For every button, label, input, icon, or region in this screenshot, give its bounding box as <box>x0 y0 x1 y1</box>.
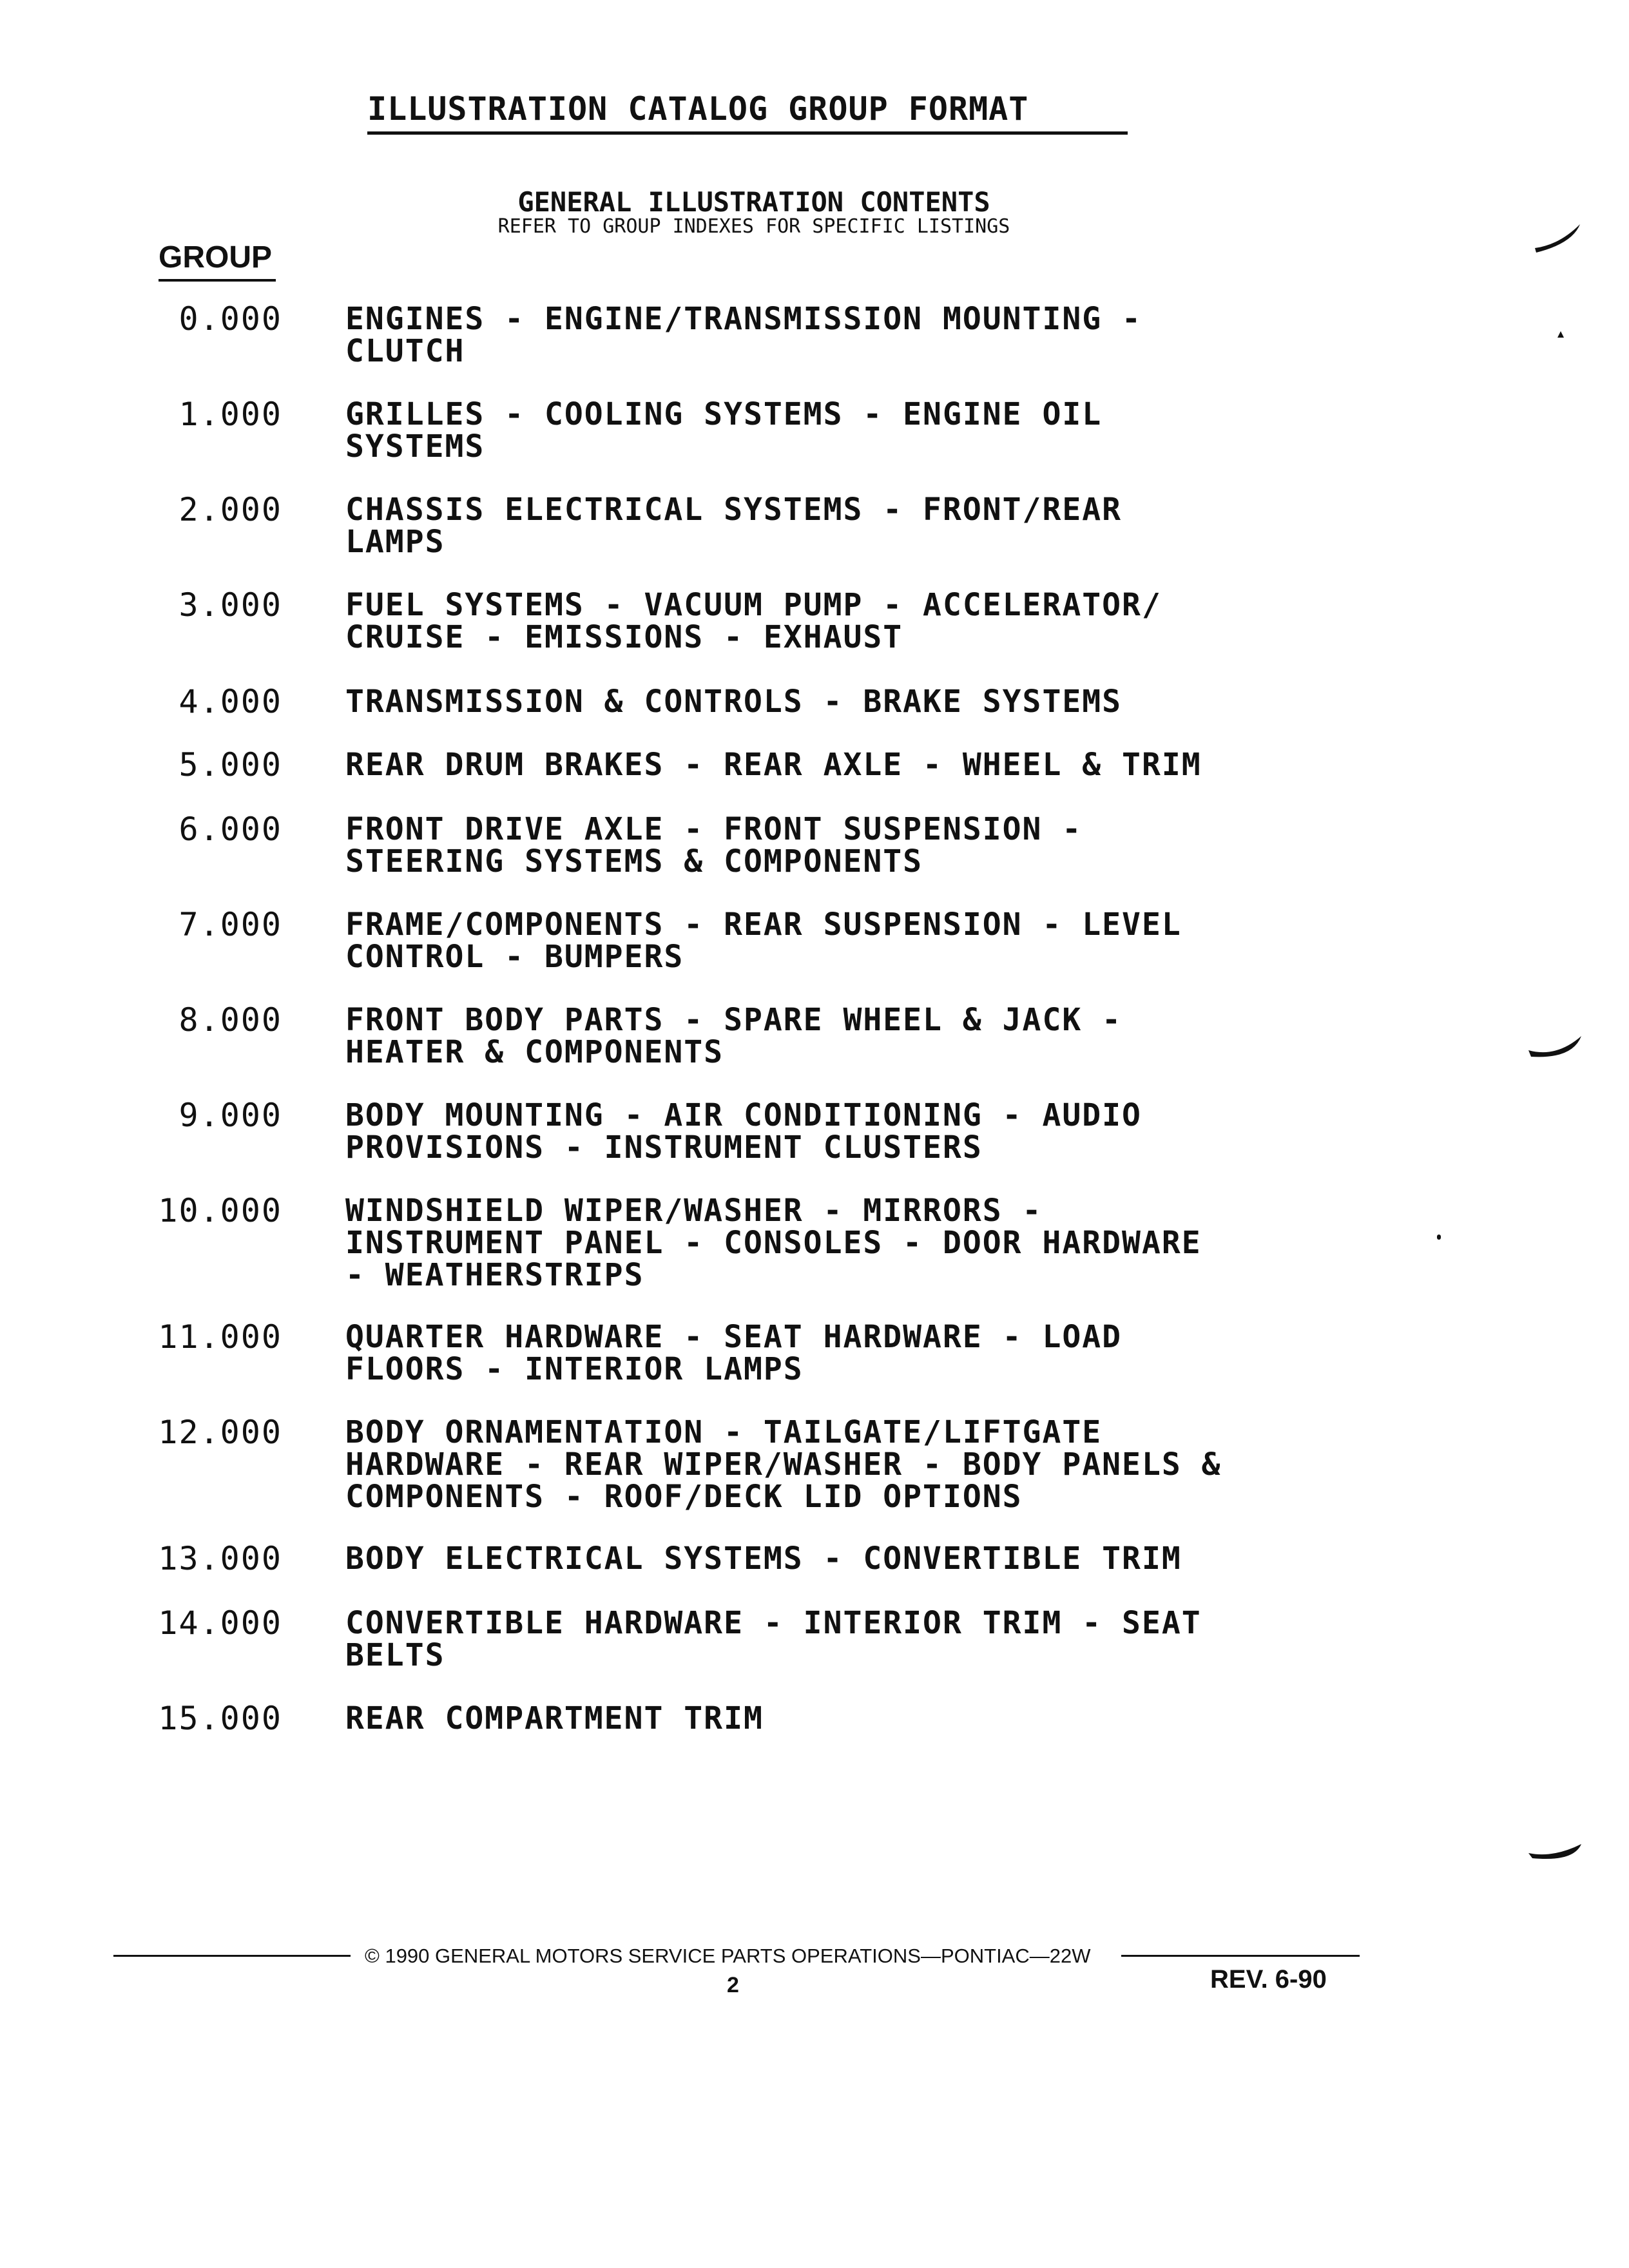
group-description: FRAME/COMPONENTS - REAR SUSPENSION - LEVEL CONTROL - BUMPERS <box>345 907 1182 975</box>
group-description: BODY MOUNTING - AIR CONDITIONING - AUDIO PROVISIONS - INSTRUMENT CLUSTERS <box>345 1097 1142 1166</box>
punch-hole-mark-top <box>1534 219 1585 258</box>
contents-title: GENERAL ILLUSTRATION CONTENTS <box>517 186 990 218</box>
group-number: 1.000 <box>178 396 282 433</box>
group-description: FRONT BODY PARTS - SPARE WHEEL & JACK - HEATER & COMPONENTS <box>345 1002 1123 1070</box>
group-description: GRILLES - COOLING SYSTEMS - ENGINE OIL SYSTEMS <box>345 396 1103 465</box>
group-number: 10.000 <box>158 1192 282 1229</box>
group-number: 13.000 <box>158 1540 282 1577</box>
group-number: 15.000 <box>158 1700 282 1737</box>
group-number: 9.000 <box>178 1097 282 1134</box>
speck-mark <box>1437 1235 1441 1240</box>
contents-note: REFER TO GROUP INDEXES FOR SPECIFIC LISTINGS <box>497 215 1010 238</box>
group-description: TRANSMISSION & CONTROLS - BRAKE SYSTEMS <box>345 684 1123 720</box>
group-number: 6.000 <box>178 811 282 848</box>
group-description: CONVERTIBLE HARDWARE - INTERIOR TRIM - SEAT BELTS <box>345 1605 1202 1673</box>
group-number: 3.000 <box>178 586 282 624</box>
speck-mark <box>1554 329 1567 341</box>
group-description: QUARTER HARDWARE - SEAT HARDWARE - LOAD FLOORS - INTERIOR LAMPS <box>345 1319 1123 1387</box>
group-number: 5.000 <box>178 746 282 783</box>
group-description: FUEL SYSTEMS - VACUUM PUMP - ACCELERATOR/ CRUISE - EMISSIONS - EXHAUST <box>345 587 1162 655</box>
group-description: CHASSIS ELECTRICAL SYSTEMS - FRONT/REAR LAMPS <box>345 492 1123 560</box>
group-number: 4.000 <box>178 683 282 720</box>
footer-copyright: © 1990 GENERAL MOTORS SERVICE PARTS OPERATIONS—PONTIAC—22W <box>365 1945 1091 1967</box>
group-description: BODY ELECTRICAL SYSTEMS - CONVERTIBLE TRIM <box>345 1541 1182 1577</box>
group-number: 12.000 <box>158 1414 282 1451</box>
group-number: 7.000 <box>178 906 282 943</box>
contents-heading <box>406 188 1102 237</box>
group-number: 11.000 <box>158 1318 282 1356</box>
group-number: 14.000 <box>158 1604 282 1642</box>
punch-hole-mark-bottom <box>1527 1836 1585 1875</box>
footer-rule-left <box>113 1955 351 1957</box>
group-description: WINDSHIELD WIPER/WASHER - MIRRORS - INSTRUMENT PANEL - CONSOLES - DOOR HARDWARE - WEATHERSTRIPS <box>345 1193 1202 1293</box>
group-column-header: GROUP <box>159 240 276 282</box>
group-description: BODY ORNAMENTATION - TAILGATE/LIFTGATE HARDWARE - REAR WIPER/WASHER - BODY PANELS & COMPONENTS - ROOF/DECK LID OPTIONS <box>345 1414 1222 1515</box>
punch-hole-mark-middle <box>1527 1031 1585 1070</box>
group-number: 0.000 <box>178 300 282 338</box>
group-number: 8.000 <box>178 1001 282 1039</box>
group-description: REAR DRUM BRAKES - REAR AXLE - WHEEL & TRIM <box>345 747 1202 783</box>
group-description: REAR COMPARTMENT TRIM <box>345 1700 764 1736</box>
page-number: 2 <box>727 1973 739 1997</box>
revision-label: REV. 6-90 <box>1210 1965 1327 1994</box>
group-description: FRONT DRIVE AXLE - FRONT SUSPENSION - STEERING SYSTEMS & COMPONENTS <box>345 811 1083 879</box>
footer-rule-right <box>1121 1955 1360 1957</box>
page-title: ILLUSTRATION CATALOG GROUP FORMAT <box>367 90 1128 135</box>
group-description: ENGINES - ENGINE/TRANSMISSION MOUNTING - CLUTCH <box>345 301 1142 369</box>
group-number: 2.000 <box>178 491 282 528</box>
